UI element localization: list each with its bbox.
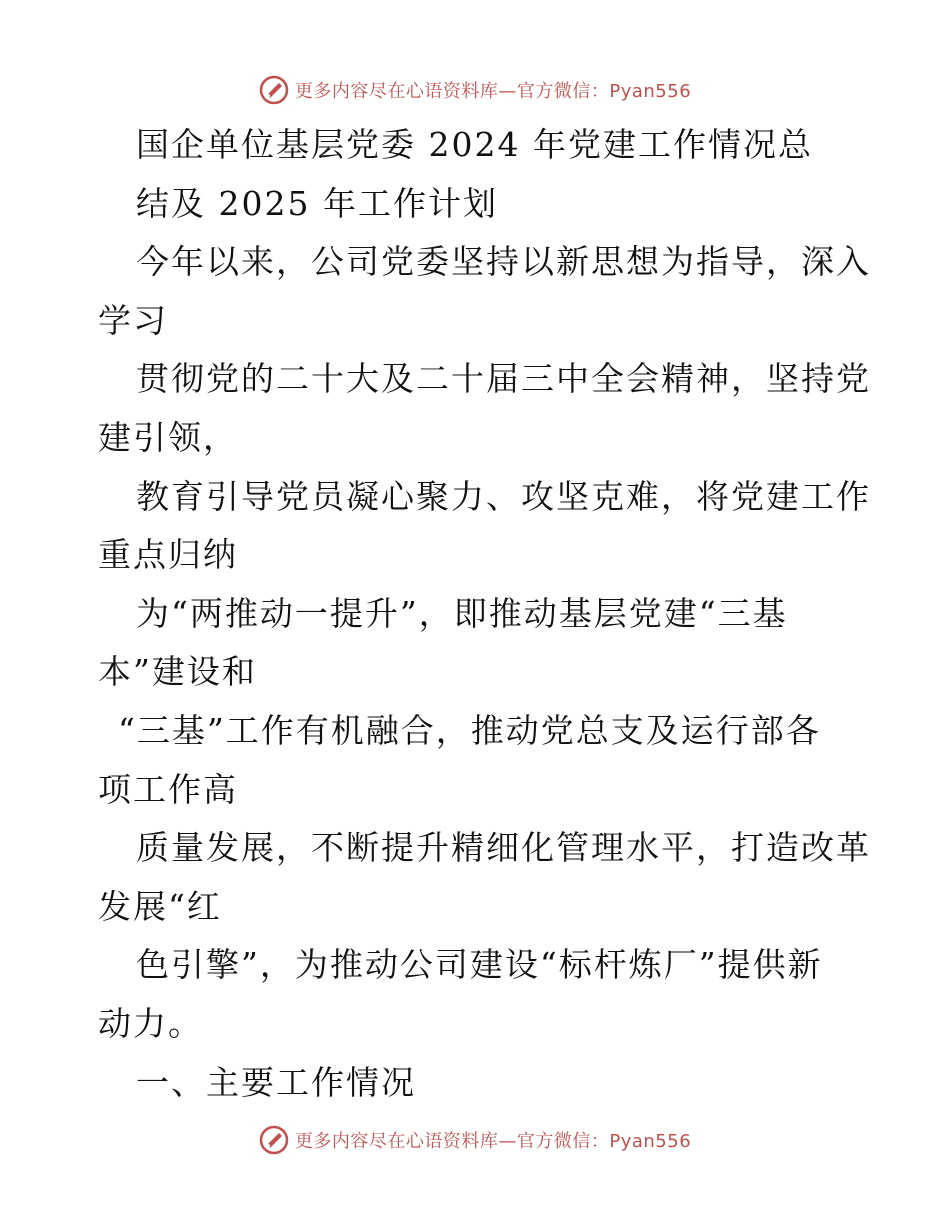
body-line: 今年以来，公司党委坚持以新思想为指导，深入 [136,242,871,282]
body-line: 教育引导党员凝心聚力、攻坚克难，将党建工作 [136,476,871,516]
document-title-line-2: 结及 2025 年工作计划 [136,183,498,223]
watermark-banner-bottom [0,1120,950,1160]
document-title-line-1: 国企单位基层党委 2024 年党建工作情况总 [136,125,813,164]
body-line: 建引领， [98,417,238,457]
body-line: “三基”工作有机融合，推动党总支及运行部各 [118,710,821,750]
body-line: 本”建设和 [98,652,257,692]
body-line: 色引擎”，为推动公司建设“标杆炼厂”提供新 [136,945,823,985]
pen-seal-icon [259,1125,289,1155]
body-line: 学习 [98,300,168,340]
document-body [0,116,950,1112]
body-line: 发展“红 [98,886,222,926]
body-line: 动力。 [98,1003,203,1043]
section-heading: 一、主要工作情况 [136,1062,416,1102]
body-line: 质量发展，不断提升精细化管理水平，打造改革 [136,828,871,868]
watermark-banner-top [0,70,950,110]
pen-seal-icon [259,75,289,105]
body-line: 重点归纳 [98,535,238,575]
body-line: 项工作高 [98,769,238,809]
body-line: 贯彻党的二十大及二十届三中全会精神，坚持党 [136,359,871,399]
watermark-text: 更多内容尽在心语资料库—官方微信：Pyan556 [294,1131,692,1152]
body-line: 为“两推动一提升”，即推动基层党建“三基 [136,593,788,633]
watermark-text: 更多内容尽在心语资料库—官方微信：Pyan556 [294,81,692,102]
